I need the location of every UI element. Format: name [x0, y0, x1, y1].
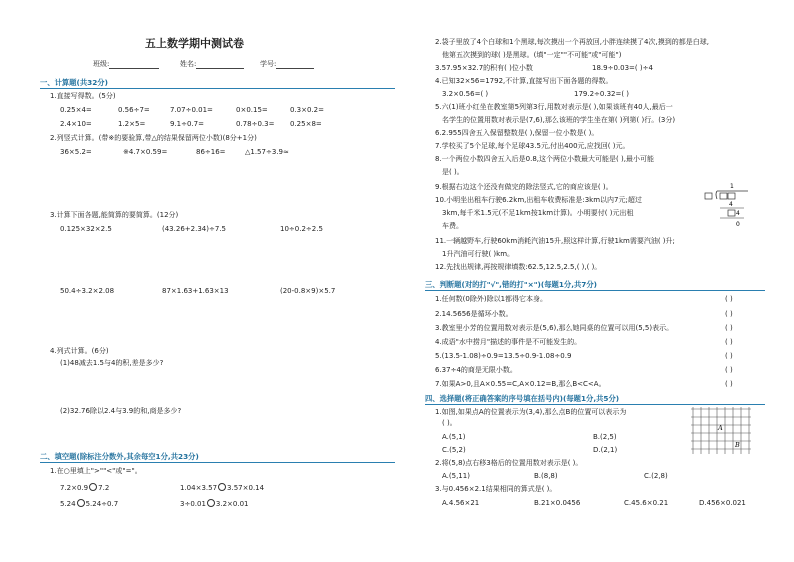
calc-item: 0.25×4=	[60, 106, 92, 114]
fill-q7: 7.学校买了5个足球,每个足球43.5元,付出400元,应找回( )元。	[435, 142, 630, 150]
calc-item: 10÷0.2÷2.5	[280, 225, 323, 233]
fill-q8-line1: 8.一个两位小数四舍五入后是0.8,这个两位小数最大可能是( ),最小可能	[435, 155, 654, 163]
division-label: 4	[729, 201, 733, 208]
judge-item: 6.37÷4的商是无限小数。	[435, 366, 517, 374]
coordinate-grid	[690, 407, 752, 455]
section2-divider	[40, 462, 395, 463]
calc-item: 86÷16=	[196, 148, 226, 156]
fill-q2-line1: 2.袋子里放了4个白球和1个黑球,每次摸出一个再放回,小胖连续摸了4次,摸到的都是白球,	[435, 38, 709, 46]
fill-q5-line1: 5.六(1)班小红坐在教室第5列第3行,用数对表示是( ),如果该班有40人,最后一	[435, 103, 673, 111]
choice-option[interactable]: B.(8,8)	[534, 472, 558, 480]
fill-q12: 12.先找出规律,再按规律填数:62.5,12.5,2.5,( ),( )。	[435, 263, 602, 271]
calc-q4b: (2)32.76除以2.4与3.9的和,商是多少?	[60, 407, 182, 415]
fill-q11-line2: 1升汽油可行驶( )km。	[442, 250, 515, 258]
judge-answer-box[interactable]: ( )	[725, 310, 733, 318]
calc-item: 0.125×32×2.5	[60, 225, 112, 233]
judge-answer-box[interactable]: ( )	[725, 324, 733, 332]
fill-q10-line2: 3km,每千米1.5元(不足1km按1km计算)。小明要付( )元出租	[442, 209, 634, 217]
calc-item: (20-0.8×9)×5.7	[280, 287, 336, 295]
judge-item: 5.(13.5-1.08)÷0.9=13.5÷0.9-1.08÷0.9	[435, 352, 572, 360]
fill-q10-line3: 车费。	[442, 222, 463, 230]
compare-item: 5.24 5.24÷0.7	[60, 500, 119, 508]
fill-q3-a: 3.57.95×32.7的积有( )位小数	[435, 64, 533, 72]
fill-q4-b: 3.2×0.56=( )	[442, 90, 489, 98]
section1-divider	[40, 88, 395, 89]
judge-item: 1.任何数(0除外)除以1都得它本身。	[435, 295, 548, 303]
fill-q3-b: 18.9÷0.03=( )÷4	[592, 64, 653, 72]
compare-item: 7.2×0.9 7.2	[60, 484, 110, 492]
division-label: 0	[736, 221, 740, 228]
choice-option[interactable]: B.(2,5)	[593, 433, 617, 441]
choice-option[interactable]: C.(5,2)	[442, 446, 466, 454]
calc-item: 0.3×0.2=	[290, 106, 324, 114]
calc-item: 50.4÷3.2×2.08	[60, 287, 115, 295]
judge-item: 3.教室里小芳的位置用数对表示是(5,6),那么她同桌的位置可以用(5,5)表示。	[435, 324, 674, 332]
section4-divider	[425, 404, 765, 405]
judge-item: 7.如果A>0,且A×0.55=C,A×0.12=B,那么B<C<A。	[435, 380, 606, 388]
fill-q2-line2: 他第五次摸到的球( )是黑球。(填"一定""不可能"或"可能")	[442, 51, 622, 59]
grid-point-b: B	[735, 441, 740, 449]
choice-option[interactable]: A.(5,1)	[442, 433, 466, 441]
judge-answer-box[interactable]: ( )	[725, 338, 733, 346]
choice-q2: 2.将(5,8)点右移3格后的位置用数对表示是( )。	[435, 459, 583, 467]
fill-q11-line1: 11.一辆越野车,行驶60km消耗汽油15升,照这样计算,行驶1km需要汽油( )升;	[435, 237, 675, 245]
calc-item: (43.26+2.34)÷7.5	[162, 225, 226, 233]
name-label: 姓名:	[180, 60, 244, 69]
compare-circle[interactable]	[77, 499, 85, 507]
choice-option[interactable]: A.(5,11)	[442, 472, 470, 480]
compare-circle[interactable]	[218, 483, 226, 491]
fill-q1: 1.在○里填上">""<"或"="。	[50, 467, 142, 475]
choice-option[interactable]: B.21×0.0456	[534, 499, 581, 507]
division-label: 1	[730, 183, 734, 190]
fill-q10-line1: 10.小明坐出租车行驶6.2km,出租车收费标准是:3km以内7元;超过	[435, 196, 642, 204]
grid-point-a: A	[718, 424, 723, 432]
choice-option[interactable]: D.456×0.021	[699, 499, 746, 507]
calc-q2: 2.列竖式计算。(带※的要验算,带△的结果保留两位小数)(8分+1分)	[50, 134, 257, 142]
division-label: 4	[736, 210, 740, 217]
fill-q4: 4.已知32×56=1792,不计算,直接写出下面各题的得数。	[435, 77, 613, 85]
fill-q5-line2: 名学生的位置用数对表示是(7,6),那么该班的学生坐在第( )列第( )行。(3分)	[442, 116, 676, 124]
section1-header: 一、计算题(共32分)	[40, 78, 108, 87]
calc-item: 36×5.2=	[60, 148, 92, 156]
fill-q6: 6.2.955四舍五入保留整数是( ),保留一位小数是( )。	[435, 129, 599, 137]
page-title: 五上数学期中测试卷	[145, 37, 244, 50]
fill-q8-line2: 是( )。	[442, 168, 464, 176]
fill-q4-c: 179.2÷0.32=( )	[574, 90, 630, 98]
section3-header: 三、判断题(对的打"√",错的打"×")(每题1分,共7分)	[425, 280, 597, 289]
calc-q3: 3.计算下面各题,能简算的要简算。(12分)	[50, 211, 179, 219]
compare-circle[interactable]	[207, 499, 215, 507]
judge-answer-box[interactable]: ( )	[725, 380, 733, 388]
calc-item: 0.56÷7=	[118, 106, 150, 114]
choice-q1-line1: 1.如图,如果点A的位置表示为(3,4),那么点B的位置可以表示为	[435, 408, 627, 416]
long-division-diagram	[700, 180, 750, 228]
id-label: 学号:	[260, 60, 314, 69]
calc-item: △1.57÷3.9≈	[245, 148, 289, 156]
calc-item: 9.1÷0.7=	[170, 120, 204, 128]
judge-item: 4.成语"水中捞月"描述的事件是不可能发生的。	[435, 338, 582, 346]
judge-answer-box[interactable]: ( )	[725, 352, 733, 360]
compare-item: 3÷0.01 3.2×0.01	[180, 500, 249, 508]
calc-item: 87×1.63+1.63×13	[162, 287, 229, 295]
judge-answer-box[interactable]: ( )	[725, 295, 733, 303]
choice-option[interactable]: A.4.56×21	[442, 499, 480, 507]
calc-item: 0.25×8=	[290, 120, 322, 128]
section2-header: 二、填空题(除标注分数外,其余每空1分,共23分)	[40, 452, 199, 461]
calc-item: 0×0.15=	[236, 106, 268, 114]
choice-option[interactable]: C.(2,8)	[644, 472, 668, 480]
judge-answer-box[interactable]: ( )	[725, 366, 733, 374]
calc-q4a: (1)48减去1.5与4的积,差是多少?	[60, 359, 164, 367]
calc-item: 1.2×5=	[118, 120, 146, 128]
calc-item: 2.4×10=	[60, 120, 92, 128]
judge-item: 2.14.5656是循环小数。	[435, 310, 513, 318]
calc-item: 7.07÷0.01=	[170, 106, 213, 114]
choice-option[interactable]: D.(2,1)	[593, 446, 618, 454]
calc-q4: 4.列式计算。(6分)	[50, 347, 109, 355]
section3-divider	[425, 290, 765, 291]
section4-header: 四、选择题(将正确答案的序号填在括号内)(每题1分,共5分)	[425, 394, 620, 403]
compare-circle[interactable]	[89, 483, 97, 491]
calc-q1: 1.直接写得数。(5分)	[50, 92, 116, 100]
calc-item: ※4.7×0.59=	[123, 148, 168, 156]
calc-item: 0.78÷0.3=	[236, 120, 275, 128]
choice-q1-line2: ( )。	[442, 419, 457, 427]
class-label: 班级:	[93, 60, 159, 69]
fill-q9: 9.根据右边这个还没有做完的除法竖式,它的商应该是( )。	[435, 183, 613, 191]
compare-item: 1.04×3.57 3.57×0.14	[180, 484, 265, 492]
choice-option[interactable]: C.45.6×0.21	[624, 499, 669, 507]
choice-q3: 3.与0.456×2.1结果相同的算式是( )。	[435, 485, 557, 493]
